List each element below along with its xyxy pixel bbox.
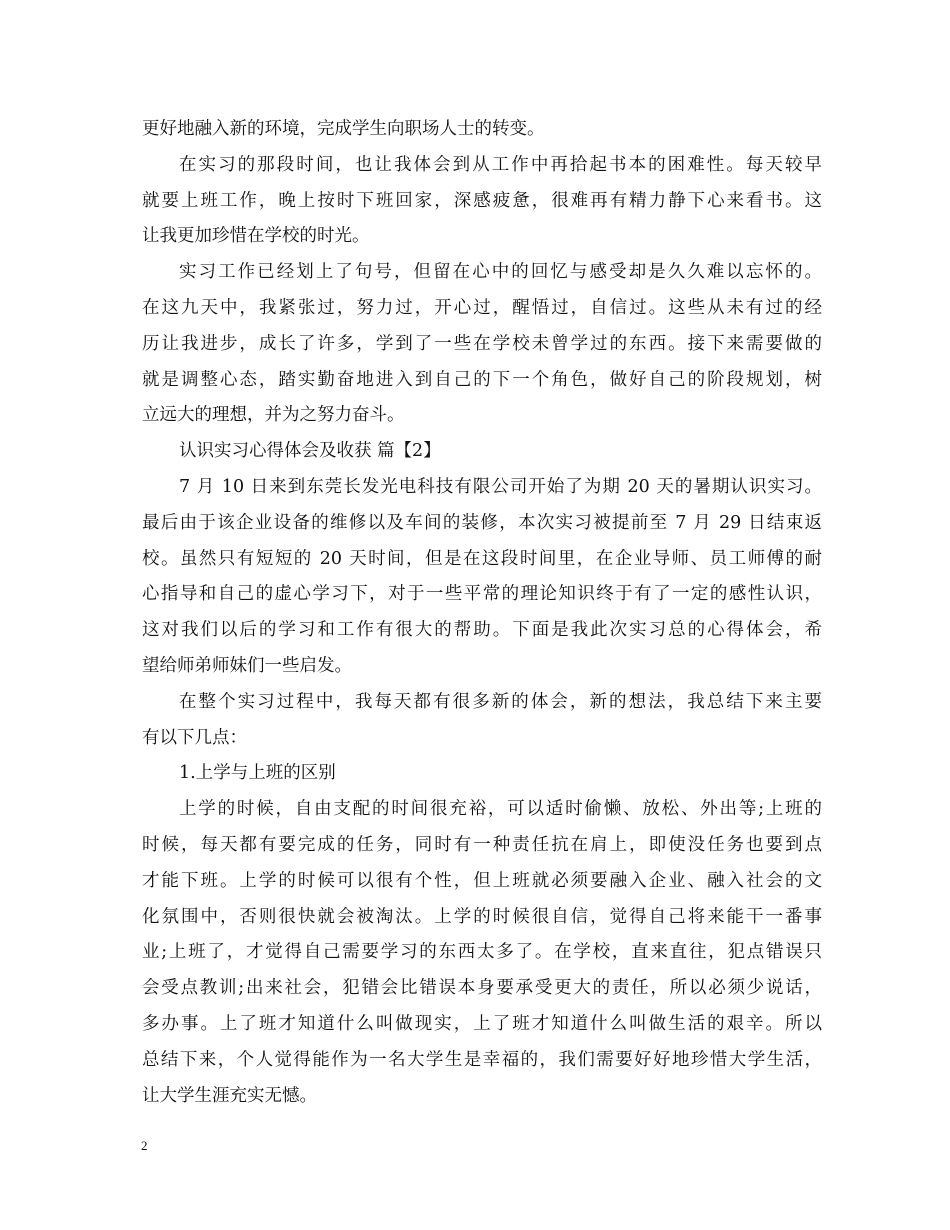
text-line: 总结下来，个人觉得能作为一名大学生是幸福的，我们需要好好地珍惜大学生活， xyxy=(142,1049,822,1070)
text-line: 有以下几点： xyxy=(142,727,247,748)
text-line: 让我更加珍惜在学校的时光。 xyxy=(142,226,370,247)
text-line: 心指导和自己的虚心学习下，对于一些平常的理论知识终于有了一定的感性认识， xyxy=(142,584,822,605)
text-line: 这对我们以后的学习和工作有很大的帮助。下面是我此次实习总的心得体会，希 xyxy=(142,620,822,641)
text-line: 才能下班。上学的时候可以很有个性，但上班就必须要融入企业、融入社会的文 xyxy=(142,870,822,891)
text-line: 望给师弟师妹们一些启发。 xyxy=(142,655,352,676)
text-line: 会受点教训;出来社会，犯错会比错误本身要承受更大的责任，所以必须少说话， xyxy=(142,978,822,999)
text-line: 就要上班工作，晚上按时下班回家，深感疲惫，很难再有精力静下心来看书。这 xyxy=(142,190,822,211)
text-line: 校。虽然只有短短的 20 天时间，但是在这段时间里，在企业导师、员工师傅的耐 xyxy=(142,548,822,569)
text-line: 就是调整心态，踏实勤奋地进入到自己的下一个角色，做好自己的阶段规划，树 xyxy=(142,369,822,390)
text-line: 业;上班了，才觉得自己需要学习的东西太多了。在学校，直来直往，犯点错误只 xyxy=(142,942,822,963)
text-line: 实习工作已经划上了句号，但留在心中的回忆与感受却是久久难以忘怀的。 xyxy=(179,262,822,283)
text-line: 化氛围中，否则很快就会被淘汰。上学的时候很自信，觉得自己将来能干一番事 xyxy=(142,906,822,927)
text-line: 立远大的理想，并为之努力奋斗。 xyxy=(142,405,405,426)
text-line: 历让我进步，成长了许多，学到了一些在学校未曾学过的东西。接下来需要做的 xyxy=(142,333,822,354)
text-line: 让大学生涯充实无憾。 xyxy=(142,1085,317,1106)
text-line: 7 月 10 日来到东莞长发光电科技有限公司开始了为期 20 天的暑期认识实习。 xyxy=(179,476,822,497)
text-line: 上学的时候，自由支配的时间很充裕，可以适时偷懒、放松、外出等;上班的 xyxy=(179,799,822,820)
text-line: 多办事。上了班才知道什么叫做现实，上了班才知道什么叫做生活的艰辛。所以 xyxy=(142,1013,822,1034)
text-line: 在实习的那段时间，也让我体会到从工作中再拾起书本的困难性。每天较早 xyxy=(179,154,822,175)
text-line: 更好地融入新的环境，完成学生向职场人士的转变。 xyxy=(142,119,545,139)
text-line: 在整个实习过程中，我每天都有很多新的体会，新的想法，我总结下来主要 xyxy=(179,691,822,712)
text-line: 认识实习心得体会及收获 篇【2】 xyxy=(179,441,441,462)
text-line: 最后由于该企业设备的维修以及车间的装修，本次实习被提前至 7 月 29 日结束返 xyxy=(142,512,822,533)
text-line: 1.上学与上班的区别 xyxy=(179,763,336,784)
text-line: 时候，每天都有要完成的任务，同时有一种责任抗在肩上，即使没任务也要到点 xyxy=(142,834,822,855)
text-line: 在这九天中，我紧张过，努力过，开心过，醒悟过，自信过。这些从未有过的经 xyxy=(142,297,822,318)
page-number: 2 xyxy=(141,1138,148,1153)
document-body xyxy=(142,112,822,1114)
